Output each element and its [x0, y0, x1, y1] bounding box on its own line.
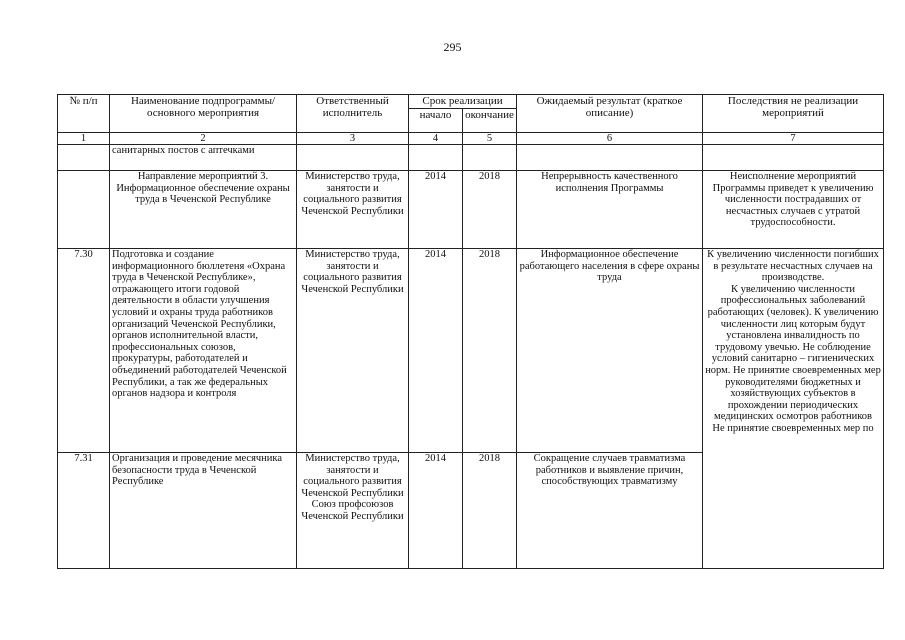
row-responsible: Министерство труда, занятости и социального развития Чеченской Республики — [297, 171, 409, 249]
column-number: 5 — [463, 133, 517, 145]
row-result — [517, 145, 703, 171]
table-row — [58, 171, 884, 249]
row-start: 2014 — [409, 453, 463, 569]
header-num: № п/п — [58, 95, 110, 133]
header-start: начало — [409, 109, 463, 133]
row-end: 2018 — [463, 453, 517, 569]
row-result: Сокращение случаев травматизма работников и выявление причин, способствующих травматизму — [517, 453, 703, 569]
row-name: Организация и проведение месячника безопасности труда в Чеченской Республике — [110, 453, 297, 569]
row-responsible: Министерство труда, занятости и социального развития Чеченской Республики Союз профсоюзов Чеченской Республики — [297, 453, 409, 569]
table-row — [58, 249, 884, 453]
row-start: 2014 — [409, 249, 463, 453]
column-number: 6 — [517, 133, 703, 145]
header-end: окончание — [463, 109, 517, 133]
column-number: 4 — [409, 133, 463, 145]
row-consequences: Неисполнение мероприятий Программы приведет к увеличению численности пострадавших от несчастных случаев с утратой трудоспособности. — [703, 171, 884, 249]
row-num: 7.30 — [58, 249, 110, 453]
header-term: Срок реализации — [409, 95, 517, 109]
row-num — [58, 145, 110, 171]
row-consequences: К увеличению численности погибших в результате несчастных случаев на производстве. К увеличению численности профессиональных заболеваний работающих (человек). К увеличению численности лиц которым будут установлена инвалидность по трудовому увечью. Не соблюдение условий санитарно – гигиенических норм. Не принятие своевременных мер руководителями бюджетных и хозяйствующих субъектов в прохождении периодических медицинских осмотров работников Не принятие своевременных мер по — [703, 249, 884, 569]
row-responsible: Министерство труда, занятости и социального развития Чеченской Республики — [297, 249, 409, 453]
row-num — [58, 171, 110, 249]
row-name: Направление мероприятий 3. Информационное обеспечение охраны труда в Чеченской Республике — [110, 171, 297, 249]
header-responsible: Ответственный исполнитель — [297, 95, 409, 133]
row-result: Информационное обеспечение работающего населения в сфере охраны труда — [517, 249, 703, 453]
column-number: 1 — [58, 133, 110, 145]
row-end — [463, 145, 517, 171]
header-consequences: Последствия не реализации мероприятий — [703, 95, 884, 133]
row-consequences — [703, 145, 884, 171]
row-name: Подготовка и создание информационного бюллетеня «Охрана труда в Чеченской Республике», отражающего итоги годовой деятельности в области улучшения условий и охраны труда работников организаций Чеченской Республики, органов исполнительной власти, профессиональных союзов, прокуратуры, работодателей и объединений работодателей Чеченской Республики, а так же федеральных органов надзора и контроля — [110, 249, 297, 453]
table-row — [58, 145, 884, 171]
column-number: 7 — [703, 133, 884, 145]
row-num: 7.31 — [58, 453, 110, 569]
column-number: 3 — [297, 133, 409, 145]
column-number-row — [58, 133, 884, 145]
row-start: 2014 — [409, 171, 463, 249]
header-name: Наименование подпрограммы/ основного мероприятия — [110, 95, 297, 133]
row-end: 2018 — [463, 249, 517, 453]
header-result: Ожидаемый результат (краткое описание) — [517, 95, 703, 133]
header-row — [58, 95, 884, 109]
page-number: 295 — [443, 40, 462, 54]
row-start — [409, 145, 463, 171]
row-result: Непрерывность качественного исполнения Программы — [517, 171, 703, 249]
program-table — [57, 94, 884, 569]
row-name: санитарных постов с аптечками — [110, 145, 297, 171]
row-responsible — [297, 145, 409, 171]
column-number: 2 — [110, 133, 297, 145]
row-end: 2018 — [463, 171, 517, 249]
